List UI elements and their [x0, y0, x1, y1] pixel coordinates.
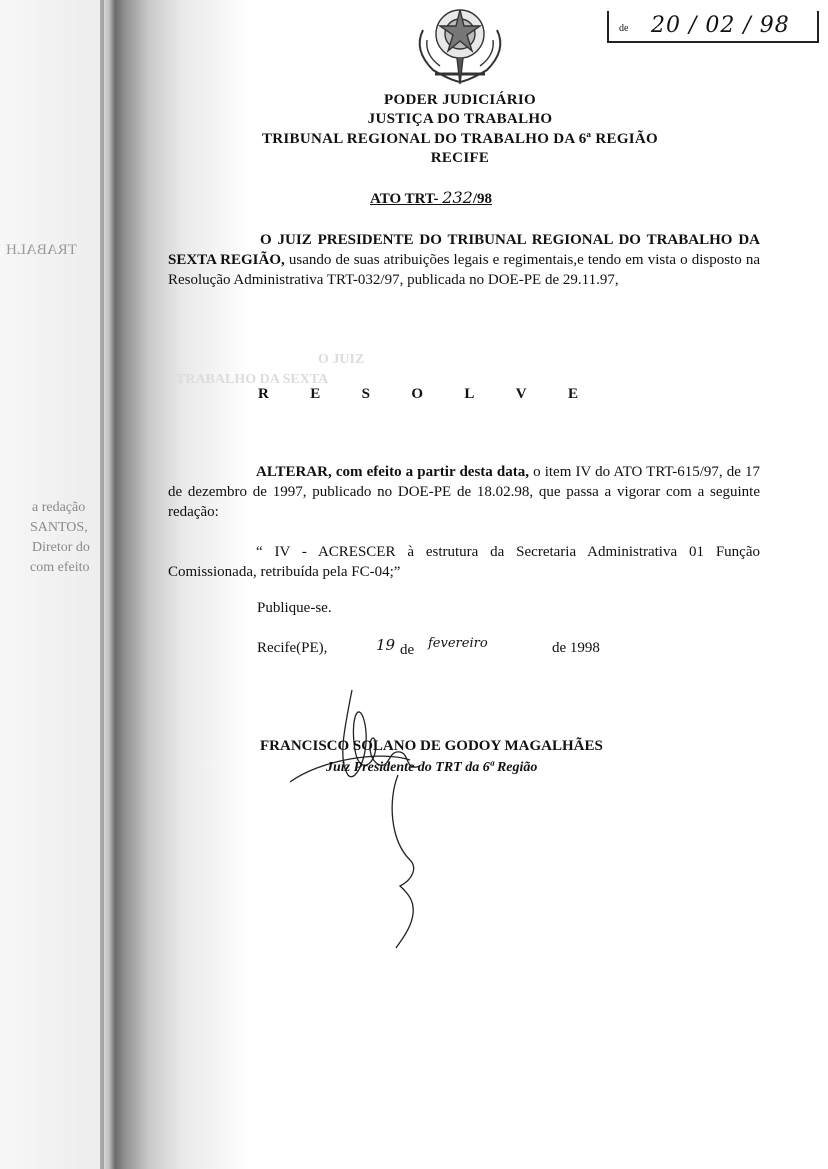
bleed-mirrored-text: TRABALH: [6, 242, 77, 258]
coat-of-arms-emblem: [405, 0, 515, 88]
body-paragraph: [168, 462, 760, 522]
preamble-bold: O JUIZ PRESIDENTE DO TRIBUNAL REGIONAL DO TRABALHO DA SEXTA REGIÃO,: [168, 232, 760, 268]
resolve-letter: L: [464, 386, 475, 402]
binding-shadow: [100, 0, 104, 1169]
stamp-prefix: de: [619, 23, 629, 34]
act-title: [370, 188, 492, 208]
quoted-item: “ IV - ACRESCER à estrutura da Secretaria Administrativa 01 Função Comissionada, retribuída pela FC-04;”: [168, 544, 760, 580]
act-number-handwritten: 232: [442, 188, 473, 207]
place-month-handwritten: fevereiro: [428, 636, 488, 651]
resolve-letter: E: [310, 386, 321, 402]
header-line-3: TRIBUNAL REGIONAL DO TRABALHO DA 6ª REGIÃO: [261, 131, 659, 147]
publish-line: Publique-se.: [257, 600, 332, 616]
stamp-date: 20 / 02 / 98: [651, 13, 790, 38]
bleed-fragment: a redação: [32, 500, 86, 515]
resolve-letter: O: [411, 386, 423, 402]
place-de: de: [400, 642, 415, 658]
bleed-fragment: SANTOS,: [30, 520, 88, 535]
signatory-name: FRANCISCO SOLANO DE GODOY MAGALHÃES: [260, 738, 603, 754]
place-city: Recife(PE),: [257, 640, 328, 656]
header-line-2: JUSTIÇA DO TRABALHO: [367, 111, 553, 127]
body-text: o item IV do ATO TRT-615/97, de 17 de dezembro de 1997, publicado no DOE-PE de 18.02.98, que passa a vigorar com a seguinte redação:: [168, 464, 760, 520]
preamble-text: usando de suas atribuições legais e regimentais,e tendo em vista o disposto na Resolução Administrativa TRT-032/97, publicada no DOE-PE de 29.11.97,: [168, 252, 760, 288]
handwritten-signature: [260, 690, 480, 950]
resolve-heading: [258, 386, 578, 403]
signatory-title: Juiz Presidente do TRT da 6ª Região: [326, 760, 538, 775]
resolve-letter: V: [515, 386, 527, 402]
place-year: de 1998: [552, 640, 600, 656]
act-prefix: ATO TRT-: [370, 191, 439, 207]
header-line-1: PODER JUDICIÁRIO: [384, 92, 536, 108]
resolve-letter: R: [258, 386, 269, 402]
received-date-stamp: [607, 11, 819, 43]
bleed-ghost-text: O JUIZ: [318, 352, 365, 367]
bleed-fragment: com efeito: [30, 560, 90, 575]
header-line-4: RECIFE: [430, 150, 490, 166]
bleed-ghost-text: TRABALHO DA SEXTA: [176, 372, 329, 387]
resolve-letter: E: [567, 386, 578, 402]
bleed-fragment: Diretor do: [32, 540, 90, 555]
preamble-paragraph: [168, 230, 760, 290]
place-day-handwritten: 19: [376, 636, 396, 654]
act-suffix: /98: [472, 191, 493, 207]
body-bold: ALTERAR, com efeito a partir desta data,: [256, 464, 529, 480]
resolve-letter: S: [361, 386, 370, 402]
